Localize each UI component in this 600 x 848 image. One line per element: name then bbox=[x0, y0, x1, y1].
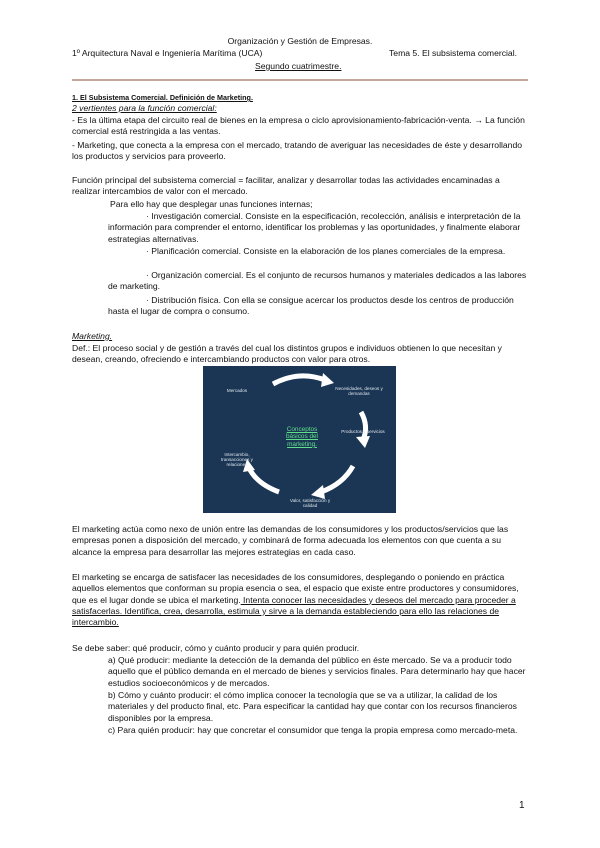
label-productos: Productos y servicios bbox=[341, 429, 385, 434]
funcion-organizacion: · Organización comercial. Es el conjunto de recursos humanos y materiales dedicados a las labores de marketing. bbox=[108, 270, 527, 292]
item-b: b) Cómo y cuánto producir: el cómo implica conocer la tecnología que se va a utilizar, la calidad de los materiales y del producto final, etc. Para especificar la cantidad hay que contar con los recursos financieros disponibles por la empresa. bbox=[108, 690, 517, 723]
marketing-definition: Def.: El proceso social y de gestión a través del cual los distintos grupos e individuos obtienen lo que necesitan y desean, creando, ofreciendo e intercambiando productos con valor para otros. bbox=[72, 343, 502, 365]
funcion-investigacion: · Investigación comercial. Consiste en la especificación, recolección, análisis e interpretación de la información para comprender el entorno, identificar los problemas y las oportunidades, y finalmente elaborar estrategias alternativas. bbox=[108, 211, 521, 244]
header-topic: Tema 5. El subsistema comercial. bbox=[389, 48, 517, 58]
header-course: 1º Arquitectura Naval e Ingeniería Marítima (UCA) bbox=[72, 48, 263, 58]
satisfacer-paragraph bbox=[72, 572, 528, 628]
arrow-bottom-left bbox=[249, 468, 279, 492]
funcion-planificacion: · Planificación comercial. Consiste en la elaboración de los planes comerciales de la empresa. bbox=[146, 246, 506, 256]
bullet-2: - Marketing, que conecta a la empresa con el mercado, tratando de averiguar las necesidades de éste y desarrollando los productos y servicios para proveerlo. bbox=[72, 140, 523, 162]
section-heading: 1. El Subsistema Comercial. Definición de Marketing. bbox=[72, 93, 253, 102]
label-mercados: Mercados bbox=[226, 388, 248, 393]
item-c: c) Para quién producir: hay que concretar el consumidor que tenga la propia empresa como mercado-meta. bbox=[108, 725, 518, 735]
funcion-distribucion: · Distribución física. Con ella se consigue acercar los productos desde los centros de producción hasta el lugar de compra o consumo. bbox=[108, 295, 514, 317]
arrow-bottom-right bbox=[321, 466, 353, 492]
satisfacer-underlined: Intenta conocer las necesidades y deseos del mercado para proceder a satisfacerlas. Identifica, crea, desarrolla, estimula y sirve a la demanda estableciendo para ello las relaciones de intercambio. bbox=[72, 594, 516, 628]
se-debe-intro: Se debe saber: qué producir, cómo y cuánto producir y para quién producir. bbox=[72, 643, 360, 653]
label-intercambio: Intercambio, transacciones y relaciones bbox=[221, 452, 253, 468]
principal-function: Función principal del subsistema comercial = facilitar, analizar y desarrollar todas las actividades encaminadas a realizar intercambios de valor con el mercado. bbox=[72, 175, 500, 197]
funciones-intro: Para ello hay que desplegar unas funciones internas; bbox=[110, 199, 313, 209]
header-semester: Segundo cuatrimestre. bbox=[255, 61, 342, 71]
bullet-1: - Es la última etapa del circuito real de bienes en la empresa o ciclo aprovisionamiento-fabricación-venta. → La función comercial está restringida a las ventas. bbox=[72, 115, 525, 137]
arrow-right bbox=[361, 412, 366, 440]
item-a: a) Qué producir: mediante la detección de la demanda del público en éste mercado. Se va a producir todo aquello que el público demanda en el mercado de bienes y servicios finales. Para determinarlo hay que hacer estudios socioeconómicos y de mercados. bbox=[108, 655, 526, 688]
arrow-right-head bbox=[356, 436, 370, 448]
nexo-paragraph: El marketing actúa como nexo de unión entre las demandas de los consumidores y los productos/servicios que las empresas ponen a disposición del mercado, y combinará de forma adecuada los elementos con que cuenta a su alcance la empresa para desarrollar las mejores estrategias en cada caso. bbox=[72, 524, 509, 557]
arrow-bottom-right-head bbox=[311, 485, 325, 499]
marketing-concepts-diagram bbox=[203, 366, 396, 513]
marketing-heading: Marketing. bbox=[72, 331, 113, 341]
label-valor: Valor, satisfacción y calidad bbox=[289, 498, 331, 509]
satisfacer-text: El marketing se encarga de satisfacer las necesidades de los consumidores, desplegando o poniendo en práctica aquellos elementos que conforman su propia esencia o sea, el espacio que existe entre productores y consumidores, que es el lugar donde se ubica el marketing. bbox=[72, 572, 519, 605]
header-divider bbox=[72, 79, 528, 81]
page-number: 1 bbox=[519, 800, 525, 811]
label-necesidades: Necesidades, deseos y demandas bbox=[335, 386, 383, 397]
arrow-top-head bbox=[321, 373, 334, 387]
header-title: Organización y Gestión de Empresas. bbox=[227, 36, 373, 46]
arrow-top bbox=[273, 376, 325, 384]
vertientes-heading: 2 vertientes para la función comercial: bbox=[72, 103, 217, 113]
diagram-center-title: Conceptos básicos del marketing. bbox=[286, 426, 318, 448]
